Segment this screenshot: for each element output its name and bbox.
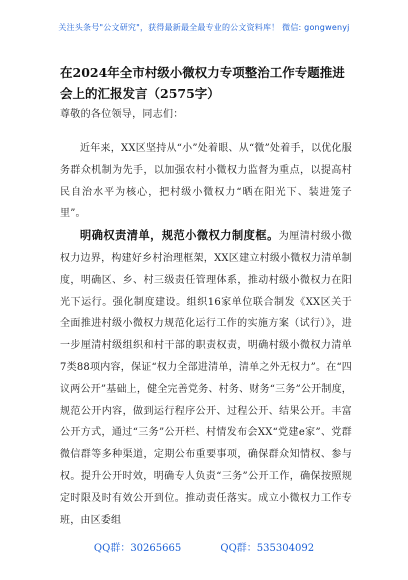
footer-qq-group-2: QQ群：535304092 [220,543,315,554]
document-title: 在2024年全市村级小微权力专项整治工作专题推进会上的汇报发言（2575字） [60,65,345,101]
footer-contact [0,539,408,554]
header-banner: 关注头条号"公文研究"，获得最新最全最专业的公文资料库！ 微信: gongwenyj [58,23,350,32]
document-body [60,62,352,531]
paragraph-lead-heading: 明确权责清单，规范小微权力制度框。 [80,228,279,243]
salutation: 尊敬的各位领导，同志们： [60,109,184,120]
paragraph-intro: 近年来，XX区坚持从“小”处着眼、从“微”处着手，以优化服务群众机制为先手，以加强农村小微权力监督为重点，以提高村民自治水平为核心，把村级小微权力“晒在阳光下、装进笼子里”。 [60,143,352,220]
footer-qq-group-1: QQ群：30265665 [93,543,182,554]
paragraph-body-text: 为厘清村级小微权力边界，构建好乡村治理框架，XX区建立村级小微权力清单制度，明确区、乡、村三级责任管理体系，推动村级小微权力在阳光下运行。强化制度建设。组织16家单位联合制发《XX区关于全面推进村级小微权力规范化运行工作的实施方案（试行）》，进一步厘清村级组织和村干部的职责权责，明确村级小微权力清单7类88项内容，保证“权力全部进清单，清单之外无权力”。在“四议两公开”基础上，健全完善党务、村务、财务“三务”公开制度，规范公开内容，做到运行程序公开、过程公开、结果公开。丰富公开方式，通过“三务”公开栏、村情发布会XX“党建e家”、党群微信群等多种渠道，定期公布重要事项，确保群众知情权、参与权。提升公开时效，明确专人负责“三务”公开工作，确保按照规定时限及时有效公开到位。推动责任落实。成立小微权力工作专班，由区委组 [60,231,352,526]
paragraph-rights-list [60,225,352,531]
